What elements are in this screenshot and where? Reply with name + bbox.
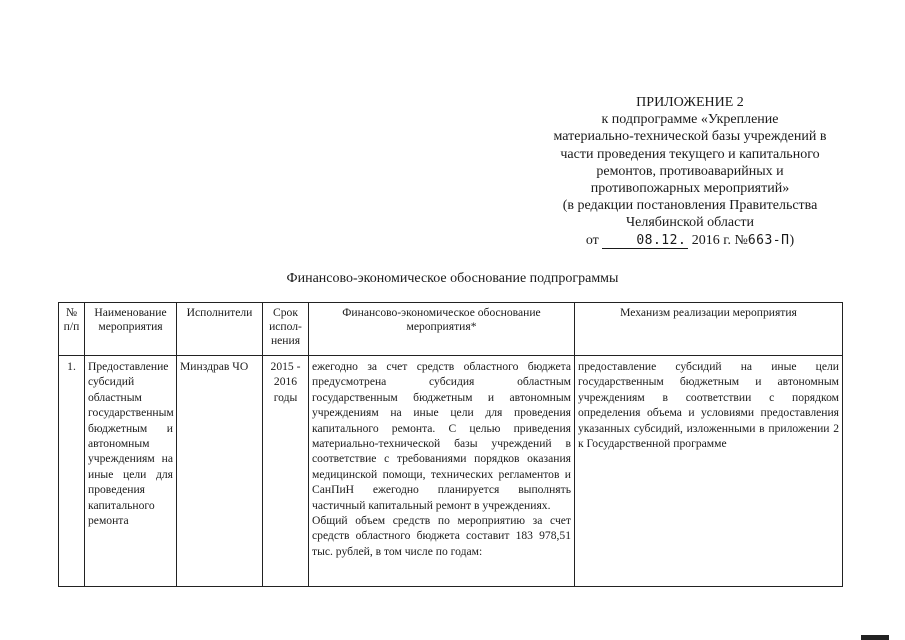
- justification-paragraph: ежегодно за счет средств областного бюджета предусмотрена субсидия областным государственным бюджетным и автономным учреждениям на иные цели для проведения капитального ремонта. С целью приведения материально-технической базы учреждений в соответствие с требованиями порядков оказания медицинской помощи, технических регламентов и СанПиН ежегодно планируется выполнять частичный капитальный ремонт в учреждениях.: [312, 360, 571, 512]
- row-num: 1.: [59, 356, 85, 587]
- appendix-line: к подпрограмме «Укрепление: [601, 112, 779, 128]
- justification-paragraph: Общий объем средств по мероприятию за счет средств областного бюджета составит 183 978,51 тыс. рублей, в том числе по годам:: [312, 514, 571, 558]
- row-name: Предоставление субсидий областным государственным бюджетным и автономным учреждениям на иные цели для проведения капитального ремонта: [85, 356, 177, 587]
- appendix-line: (в редакции постановления Правительства: [562, 198, 818, 214]
- date-prefix: от: [585, 232, 599, 248]
- resolution-date-line: [520, 232, 860, 249]
- table-header-row: [59, 303, 843, 356]
- header-mechanism: Механизм реализации мероприятия: [575, 303, 843, 356]
- row-mechanism: предоставление субсидий на иные цели государственным бюджетным и автономным учреждениям в соответствии с порядком определения объема и условиями предоставления указанных субсидий, изложенными в приложении 2 к Государственной программе: [575, 356, 843, 587]
- subprogram-table: [58, 302, 843, 587]
- appendix-line: материально-технической базы учреждений в: [553, 129, 827, 145]
- appendix-line: противопожарных мероприятий»: [590, 181, 790, 197]
- table-row: [59, 356, 843, 587]
- header-term: Срок испол-нения: [263, 303, 309, 356]
- row-executors: Минздрав ЧО: [177, 356, 263, 587]
- scan-edge-mark: [861, 635, 889, 640]
- appendix-line: ремонтов, противоаварийных и: [596, 163, 784, 179]
- row-term: 2015 - 2016 годы: [263, 356, 309, 587]
- resolution-number: 663-П: [747, 232, 790, 248]
- header-executors: Исполнители: [177, 303, 263, 356]
- header-num: № п/п: [59, 303, 85, 356]
- resolution-year: 2016 г. №: [691, 232, 748, 248]
- appendix-line: Челябинской области: [626, 215, 754, 231]
- document-title: Финансово-экономическое обоснование подпрограммы: [286, 271, 619, 286]
- header-name: Наименование мероприятия: [85, 303, 177, 356]
- appendix-title: ПРИЛОЖЕНИЕ 2: [636, 95, 744, 110]
- header-justification: Финансово-экономическое обоснование мероприятия*: [309, 303, 575, 356]
- appendix-line: части проведения текущего и капитального: [560, 146, 820, 162]
- appendix-header: [520, 94, 860, 249]
- resolution-date: 08.12.: [602, 234, 688, 249]
- row-justification: [309, 356, 575, 587]
- closing-paren: ): [789, 232, 795, 248]
